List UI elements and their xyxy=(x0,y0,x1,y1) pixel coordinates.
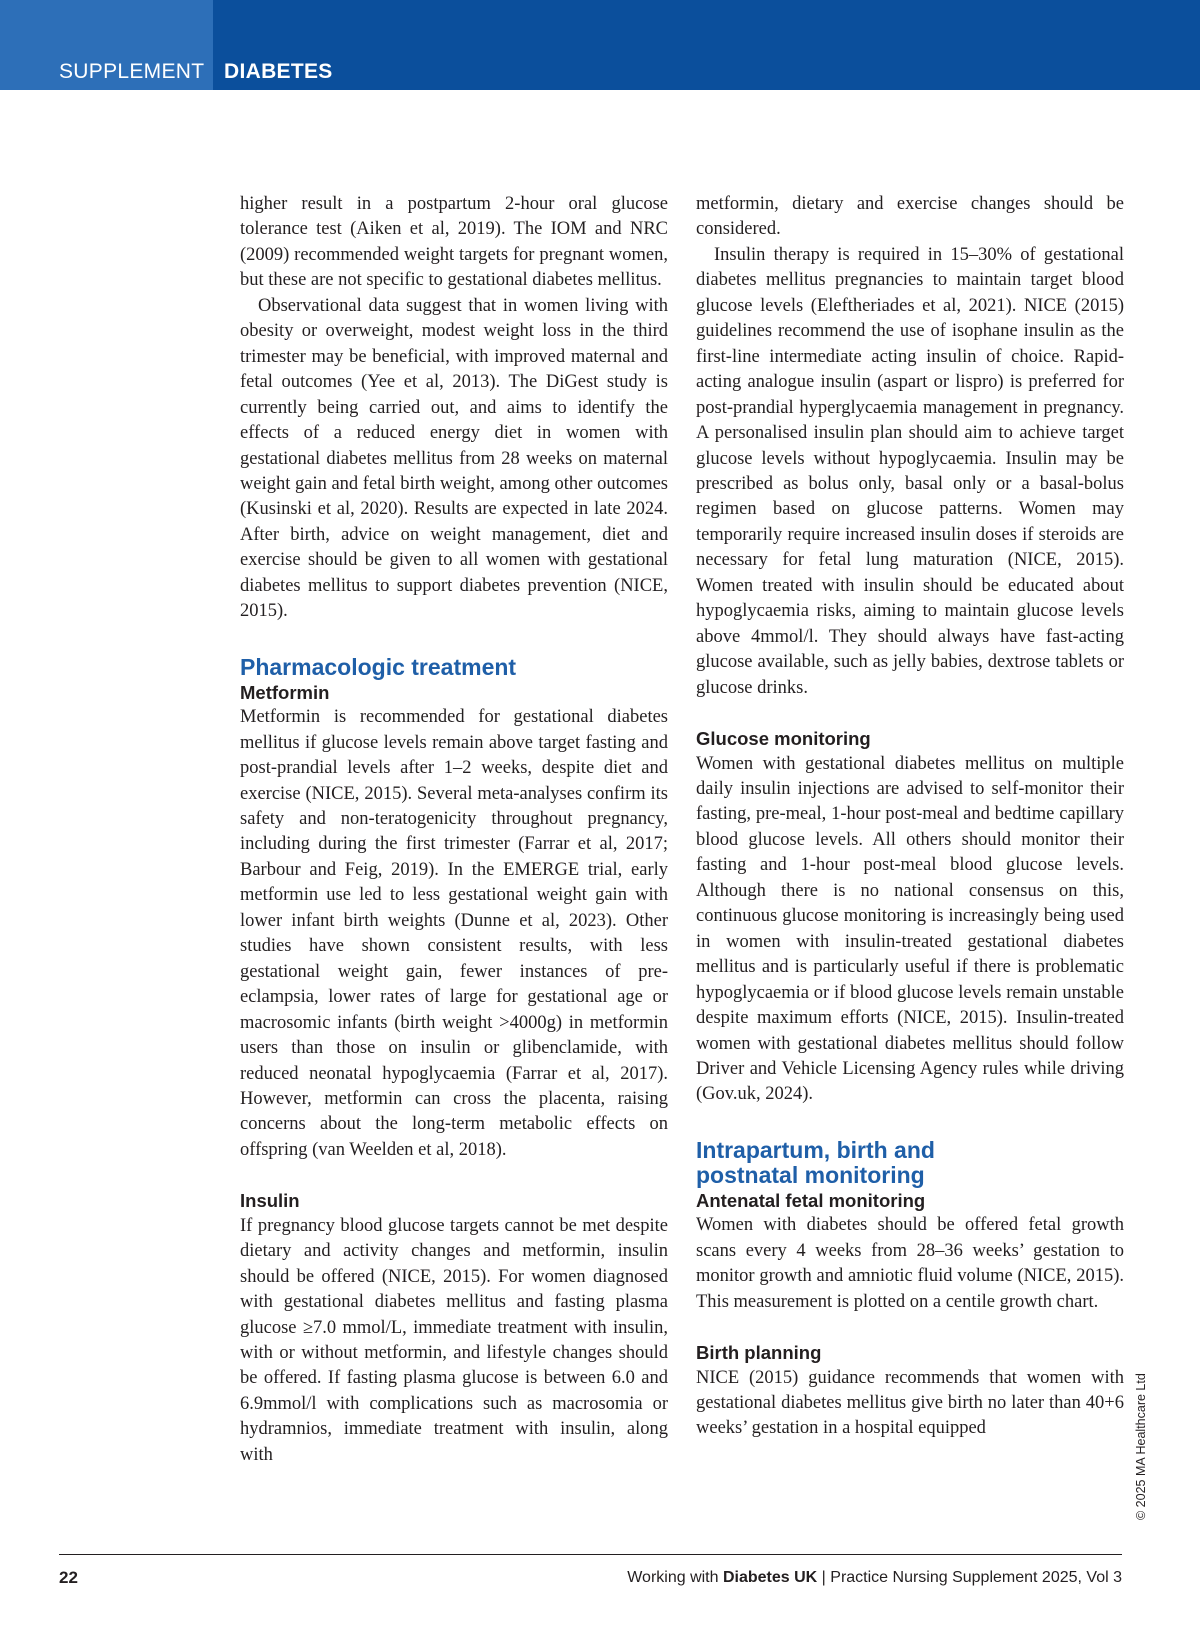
paragraph: Women with diabetes should be offered fetal growth scans every 4 weeks from 28–36 weeks’ gestation to monitor growth and amniotic fluid volume (NICE, 2015). This measurement is plotted on a centile growth chart. xyxy=(696,1215,1124,1312)
subheading-glucose-monitoring: Glucose monitoring xyxy=(696,728,871,750)
section-heading-line: Intrapartum, birth and xyxy=(696,1136,935,1163)
footer-rule xyxy=(59,1554,1122,1555)
subheading-insulin: Insulin xyxy=(240,1190,300,1212)
page-number: 22 xyxy=(59,1568,78,1587)
subheading-antenatal: Antenatal fetal monitoring xyxy=(696,1189,926,1211)
right-column xyxy=(696,192,1124,1442)
paragraph: Women with gestational diabetes mellitus on multiple daily insulin injections are advised to self-monitor their fasting, pre-meal, 1-hour post-meal and bedtime capillary blood glucose levels. All others should monitor their fasting and 1-hour post-meal blood glucose levels. Although there is no national consensus on this, continuous glucose monitoring is increasingly being used in women with insulin-treated gestational diabetes mellitus and is particularly useful if there is problematic hypoglycaemia or if blood glucose levels remain unstable despite maximum efforts (NICE, 2015). Insulin-treated women with gestational diabetes mellitus should follow Driver and Vehicle Licensing Agency rules while driving (Gov.uk, 2024). xyxy=(696,753,1124,1105)
paragraph: higher result in a postpartum 2-hour oral glucose tolerance test (Aiken et al, 2019). The IOM and NRC (2009) recommended weight targets for pregnant women, but these are not specific to gestational diabetes mellitus. xyxy=(240,194,668,291)
paragraph: Observational data suggest that in women living with obesity or overweight, modest weight loss in the third trimester may be beneficial, with improved maternal and fetal outcomes (Yee et al, 2013). The DiGest study is currently being carried out, and aims to identify the effects of a reduced energy diet in women with gestational diabetes mellitus from 28 weeks on maternal weight gain and fetal birth weight, among other outcomes (Kusinski et al, 2020). Results are expected in late 2024. After birth, advice on weight management, diet and exercise should be given to all women with gestational diabetes mellitus to support diabetes prevention (NICE, 2015). xyxy=(240,295,668,622)
footer-prefix: Working with xyxy=(627,1569,723,1586)
left-column xyxy=(240,192,668,1468)
paragraph: If pregnancy blood glucose targets cannot be met despite dietary and activity changes and metformin, insulin should be offered (NICE, 2015). For women diagnosed with gestational diabetes mellitus and fasting plasma glucose ≥7.0 mmol/L, immediate treatment with insulin, with or without metformin, and lifestyle changes should be offered. If fasting plasma glucose is between 6.0 and 6.9mmol/l with complications such as macrosomia or hydramnios, immediate treatment with insulin, along with xyxy=(240,1215,668,1465)
copyright-notice: © 2025 MA Healthcare Ltd xyxy=(1134,1373,1148,1520)
footer-citation xyxy=(627,1569,1122,1587)
topic-label: DIABETES xyxy=(224,60,333,83)
section-heading-intrapartum xyxy=(696,1138,1124,1188)
paragraph: NICE (2015) guidance recommends that women with gestational diabetes mellitus give birth no later than 40+6 weeks’ gestation in a hospital equipped xyxy=(696,1367,1124,1439)
section-label: SUPPLEMENT xyxy=(59,60,205,83)
paragraph: Insulin therapy is required in 15–30% of gestational diabetes mellitus pregnancies to maintain target blood glucose levels (Eleftheriades et al, 2021). NICE (2015) guidelines recommend the use of isophane insulin as the first-line intermediate acting insulin of choice. Rapid-acting analogue insulin (aspart or lispro) is preferred for post-prandial hyperglycaemia management in pregnancy. A personalised insulin plan should aim to achieve target glucose levels without hypoglycaemia. Insulin may be prescribed as bolus only, basal only or a basal-bolus regimen based on glucose patterns. Women may temporarily require increased insulin doses if steroids are necessary for fetal lung maturation (NICE, 2015). Women treated with insulin should be educated about hypoglycaemia risks, aiming to maintain glucose levels above 4mmol/l. They should always have fast-acting glucose available, such as jelly babies, dextrose tablets or glucose drinks. xyxy=(696,244,1124,698)
paragraph: metformin, dietary and exercise changes should be considered. xyxy=(696,194,1124,240)
subheading-birth-planning: Birth planning xyxy=(696,1342,822,1364)
section-heading-pharmacologic: Pharmacologic treatment xyxy=(240,653,517,680)
section-heading-line: postnatal monitoring xyxy=(696,1161,925,1188)
subheading-metformin: Metformin xyxy=(240,681,330,703)
paragraph: Metformin is recommended for gestational diabetes mellitus if glucose levels remain above target fasting and post-prandial levels after 1–2 weeks, despite diet and exercise (NICE, 2015). Several meta-analyses confirm its safety and non-teratogenicity throughout pregnancy, including during the first trimester (Farrar et al, 2017; Barbour and Feig, 2019). In the EMERGE trial, early metformin use led to less gestational weight gain with lower infant birth weights (Dunne et al, 2023). Other studies have shown consistent results, with less gestational weight gain, fewer instances of pre-eclampsia, lower rates of large for gestational age or macrosomic infants (birth weight >4000g) in metformin users than those on insulin or glibenclamide, with reduced neonatal hypoglycaemia (Farrar et al, 2017). However, metformin can cross the placenta, raising concerns about the long-term metabolic effects on offspring (van Weelden et al, 2018). xyxy=(240,707,668,1160)
footer-suffix: | Practice Nursing Supplement 2025, Vol 3 xyxy=(817,1569,1122,1586)
footer-brand: Diabetes UK xyxy=(722,1569,818,1586)
